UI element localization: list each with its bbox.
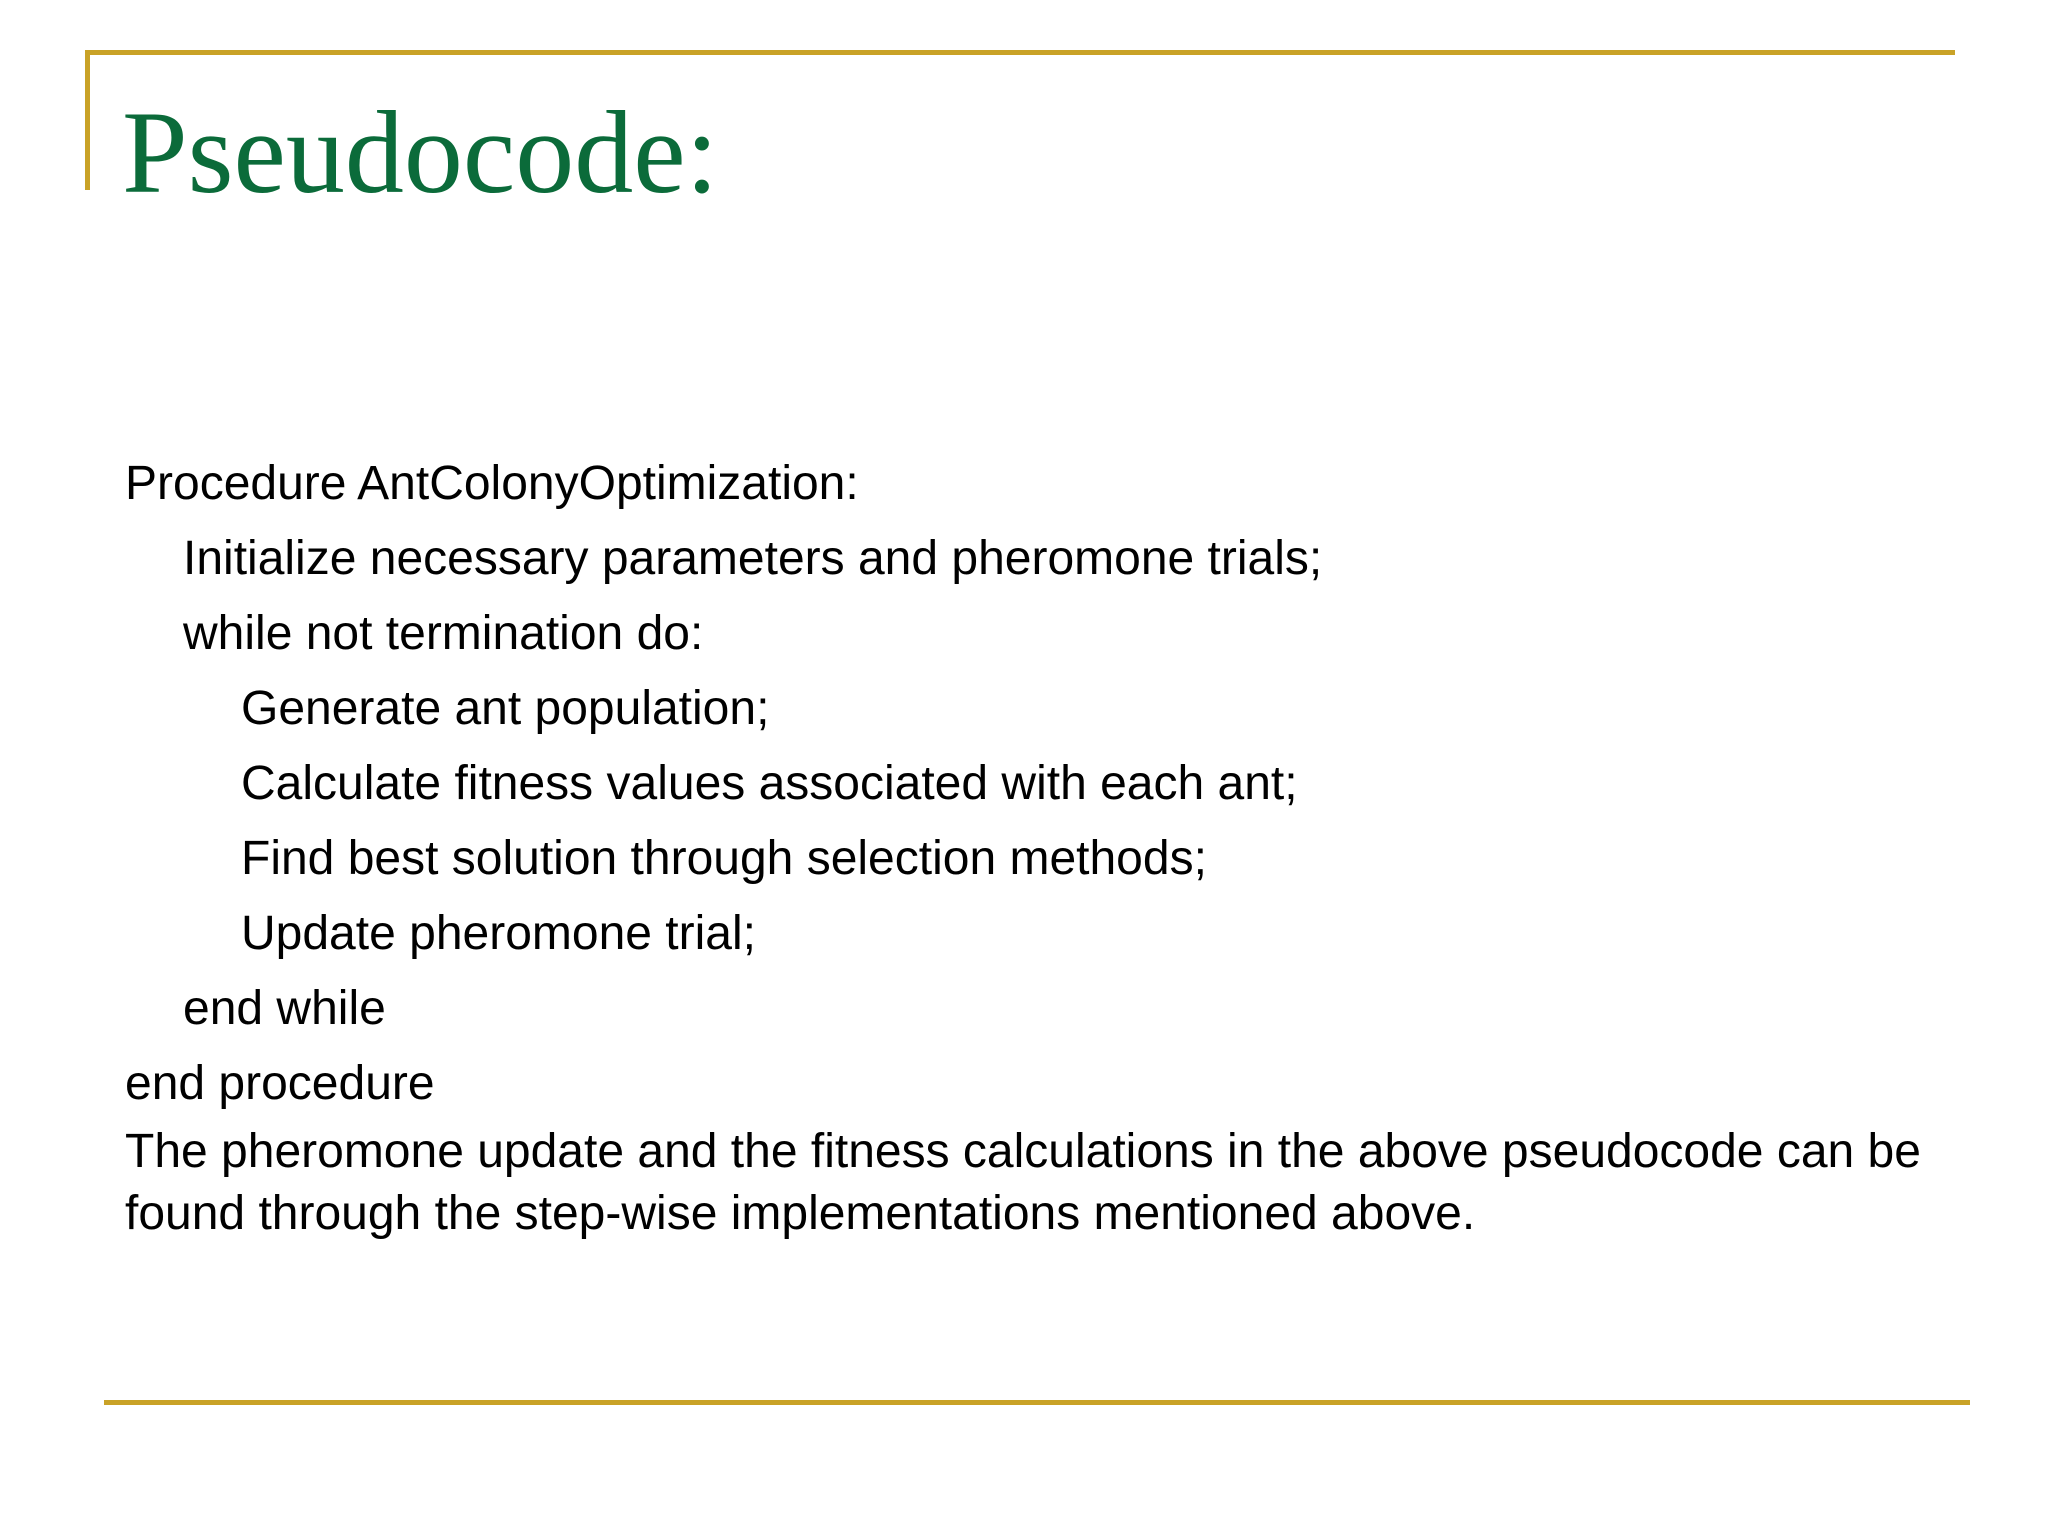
pseudocode-line: end procedure (125, 1057, 435, 1110)
slide-body (125, 446, 1945, 1245)
pseudocode-line: Update pheromone trial; (241, 907, 756, 960)
pseudocode-line: Procedure AntColonyOptimization: (125, 457, 859, 510)
pseudocode-line: Calculate fitness values associated with each ant; (241, 757, 1298, 810)
bottom-accent-rule (104, 1400, 1970, 1405)
top-accent-rule (85, 50, 1955, 55)
pseudocode-line: end while (183, 982, 386, 1035)
pseudocode-line: Generate ant population; (241, 682, 770, 735)
slide-title: Pseudocode: (122, 87, 719, 218)
pseudocode-line: while not termination do: (183, 607, 704, 660)
pseudocode-line: Find best solution through selection methods; (241, 832, 1207, 885)
note-paragraph: The pheromone update and the fitness calculations in the above pseudocode can be found through the step-wise implementations mentioned above. (125, 1125, 1921, 1240)
pseudocode-line: Initialize necessary parameters and pheromone trials; (183, 532, 1323, 585)
left-accent-rule (85, 50, 90, 190)
